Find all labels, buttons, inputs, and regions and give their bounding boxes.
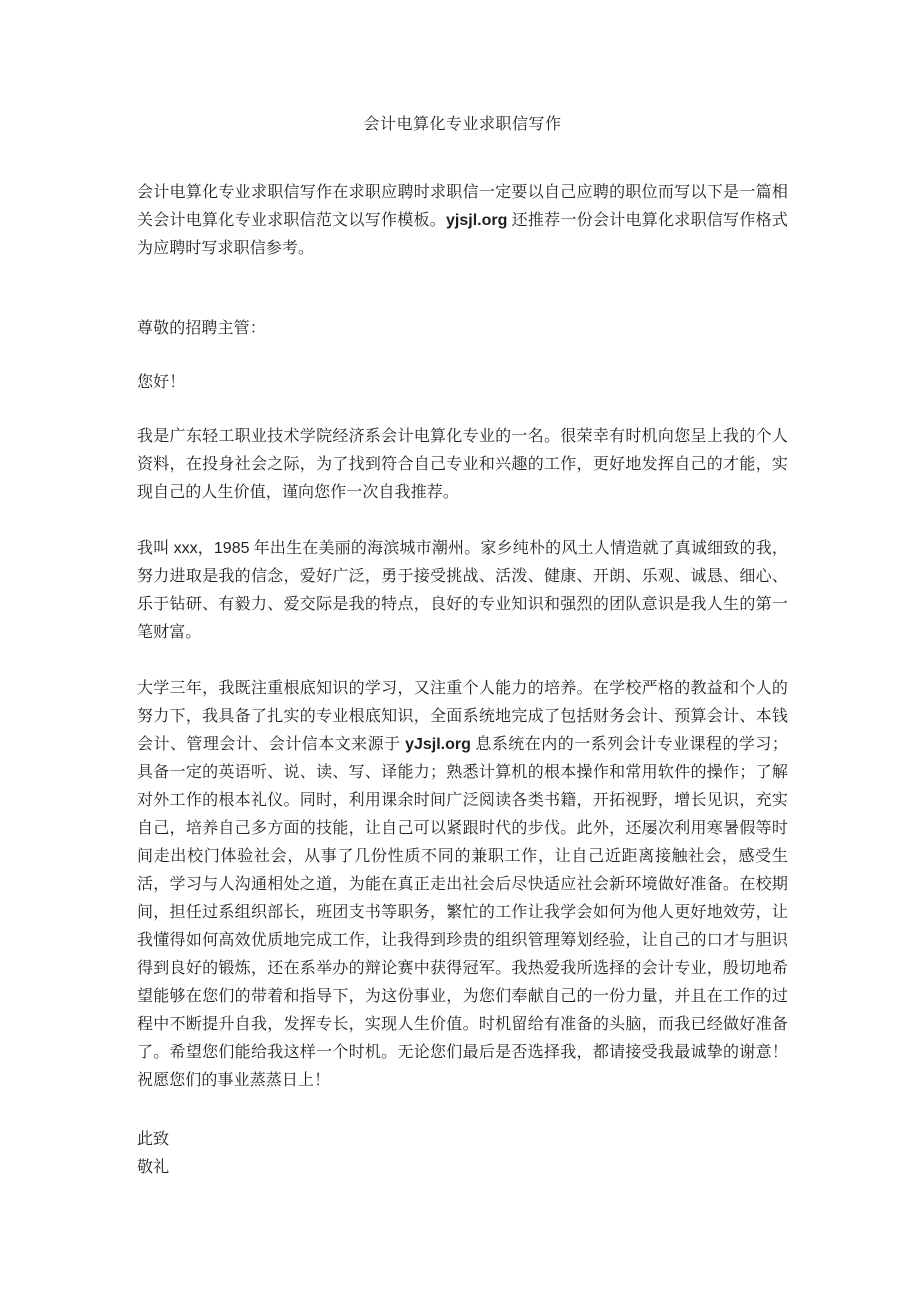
- document-content: [137, 111, 788, 1182]
- main-body-paragraph: [137, 675, 788, 1095]
- text-segment: 还推荐一份会计电算化求职信写作格式为应聘时写求职信参考。: [137, 212, 788, 257]
- text-segment: ，: [197, 540, 214, 557]
- site-reference-text: yjsjl.org: [446, 212, 508, 229]
- text-segment: 年出生在美丽的海滨城市潮州。家乡纯朴的风土人情造就了真诚细致的我，努力进取是我的信念，爱好广泛，勇于接受挑战、活泼、健康、开朗、乐观、诚恳、细心、乐于钻研、有毅力、爱交际是我的特点，良好的专业知识和强烈的团队意识是我人生的第一笔财富。: [137, 540, 788, 641]
- greeting-line: 您好！: [137, 374, 186, 391]
- closing-jingli-line: 敬礼: [137, 1159, 170, 1176]
- text-segment: 息系统在内的一系列会计专业课程的学习；具备一定的英语听、说、读、写、译能力；熟悉计算机的根本操作和常用软件的操作；了解对外工作的根本礼仪。同时，利用课余时间广泛阅读各类书籍，开拓视野，增长见识，充实自己，培养自己多方面的技能，让自己可以紧跟时代的步伐。此外，还屡次利用寒暑假等时间走出校门体验社会，从事了几份性质不同的兼职工作，让自己近距离接触社会，感受生活，学习与人沟通相处之道，为能在真正走出社会后尽快适应社会新环境做好准备。在校期间，担任过系组织部长，班团支书等职务，繁忙的工作让我学会如何为他人更好地效劳，让我懂得如何高效优质地完成工作，让我得到珍贵的组织管理筹划经验，让自己的口才与胆识得到良好的锻炼，还在系举办的辩论赛中获得冠军。我热爱我所选择的会计专业，殷切地希望能够在您们的带着和指导下，为这份事业，为您们奉献自己的一份力量，并且在工作的过程中不断提升自我，发挥专长，实现人生价值。时机留给有准备的头脑，而我已经做好准备了。希望您们能给我这样一个时机。无论您们最后是否选择我，都请接受我最诚挚的谢意！祝愿您们的事业蒸蒸日上！: [137, 736, 788, 1089]
- text-segment: 我叫: [137, 540, 174, 557]
- self-introduction-paragraph: 我是广东轻工职业技术学院经济系会计电算化专业的一名。很荣幸有时机向您呈上我的个人资料，在投身社会之际，为了找到符合自己专业和兴趣的工作，更好地发挥自己的才能，实现自己的人生价值，谨向您作一次自我推荐。: [137, 428, 788, 501]
- personal-background-paragraph: [137, 535, 788, 647]
- closing-cizhi-line: 此致: [137, 1131, 170, 1148]
- text-segment: 大学三年，我既注重根底知识的学习，又注重个人能力的培养。在学校严格的教益和个人的努力下，我具备了扎实的专业根底知识，全面系统地完成了包括财务会计、预算会计、本钱会计、管理会计、会计信本文来源于: [137, 680, 788, 753]
- salutation-line: 尊敬的招聘主管：: [137, 320, 266, 337]
- text-segment: 1985: [213, 540, 250, 557]
- site-reference-text: yJsjl.org: [405, 736, 471, 753]
- text-segment: 会计电算化专业求职信写作在求职应聘时求职信一定要以自己应聘的职位而写以下是一篇相关会计电算化专业求职信范文以写作模板。: [137, 184, 788, 229]
- document-title: 会计电算化专业求职信写作: [363, 116, 562, 133]
- text-segment: xxx: [173, 540, 198, 557]
- intro-paragraph: [137, 179, 788, 263]
